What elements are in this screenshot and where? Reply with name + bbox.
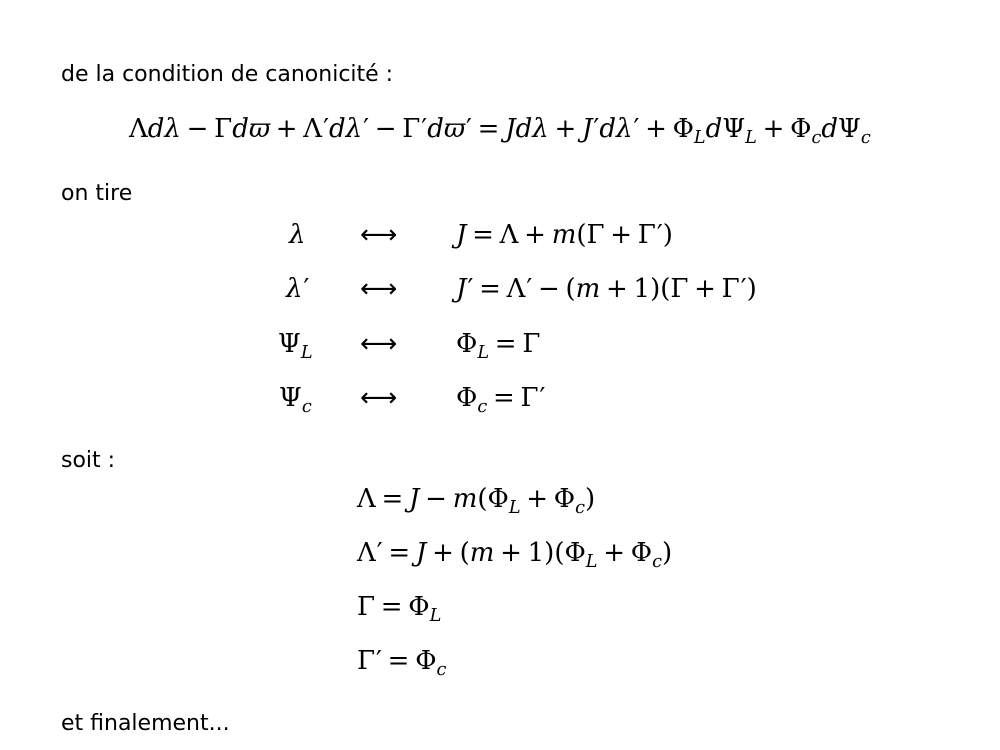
correspondence-variable: $\Psi_c$ xyxy=(279,383,312,418)
correspondence-relation: J′ = Λ′ − (m + 1)(Γ + Γ′) xyxy=(456,274,757,304)
final-text: et finalement... xyxy=(61,711,230,736)
correspondence-variable: $\Psi_L$ xyxy=(278,329,313,364)
intro-text: de la condition de canonicité : xyxy=(61,62,394,87)
canonicity-equation: $\Lambda d\lambda - \Gamma dϖ + \Lambda'd\lambda' - \Gamma'dϖ' = Jd\lambda + J'd\lambda' + \Phi_Ld\Psi_L + \Phi_cd\Psi_c$ xyxy=(129,114,871,149)
correspondence-arrow: ⟷ xyxy=(360,220,398,250)
correspondence-relation: $\Phi_L = \Gamma$ xyxy=(456,329,541,364)
correspondence-variable: λ′ xyxy=(286,274,310,304)
correspondence-arrow: ⟷ xyxy=(360,329,398,359)
correspondence-relation: J = Λ + m(Γ + Γ′) xyxy=(456,220,673,250)
correspondence-relation: $\Phi_c = \Gamma'$ xyxy=(456,383,546,418)
correspondence-variable: λ xyxy=(289,220,306,250)
on-tire-text: on tire xyxy=(61,181,133,206)
correspondence-arrow: ⟷ xyxy=(360,383,398,413)
solution-equation: $\Gamma' = \Phi_c$ xyxy=(357,646,447,681)
solution-equation: $\Lambda = J - m(\Phi_L + \Phi_c)$ xyxy=(357,484,596,519)
solution-equation: $\Lambda' = J + (m + 1)(\Phi_L + \Phi_c)$ xyxy=(357,538,673,573)
solution-equation: $\Gamma = \Phi_L$ xyxy=(357,592,442,627)
correspondence-arrow: ⟷ xyxy=(360,274,398,304)
soit-text: soit : xyxy=(61,448,116,473)
